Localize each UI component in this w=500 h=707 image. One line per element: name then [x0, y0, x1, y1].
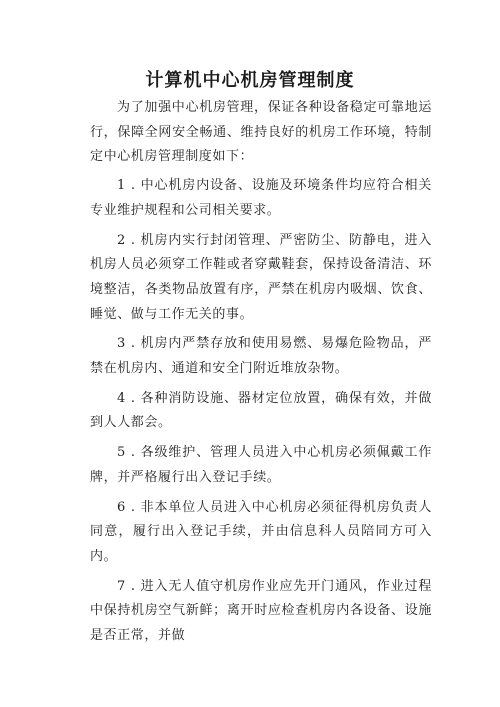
document-body [90, 96, 432, 649]
rule-paragraph-2: 2 . 机房内实行封闭管理、严密防尘、防静电，进入机房人员必须穿工作鞋或者穿戴鞋套，保持设备清洁、环境整洁，各类物品放置有序，严禁在机房内吸烟、饮食、睡觉、做与工作无关的事。 [90, 232, 432, 322]
rule-paragraph-3: 3 . 机房内严禁存放和使用易燃、易爆危险物品，严禁在机房内、通道和安全门附近堆放杂物。 [90, 336, 432, 377]
intro-paragraph: 为了加强中心机房管理，保证各种设备稳定可靠地运行，保障全网安全畅通、维持良好的机房工作环境，特制定中心机房管理制度如下： [90, 100, 432, 165]
rule-paragraph-5: 5 . 各级维护、管理人员进入中心机房必须佩戴工作牌，并严格履行出入登记手续。 [90, 445, 432, 485]
rule-paragraph-7: 7 . 进入无人值守机房作业应先开门通风，作业过程中保持机房空气新鲜；离开时应检查机房内各设备、设施是否正常，并做 [90, 578, 432, 644]
rule-paragraph-6: 6 . 非本单位人员进入中心机房必须征得机房负责人同意，履行出入登记手续，并由信息科人员陪同方可入内。 [90, 499, 432, 564]
rule-paragraph-1: 1 . 中心机房内设备、设施及环境条件均应符合相关专业维护规程和公司相关要求。 [90, 178, 432, 218]
document-title: 计算机中心机房管理制度 [145, 70, 355, 91]
rule-paragraph-4: 4 . 各种消防设施、器材定位放置，确保有效，并做到人人都会。 [90, 390, 432, 431]
